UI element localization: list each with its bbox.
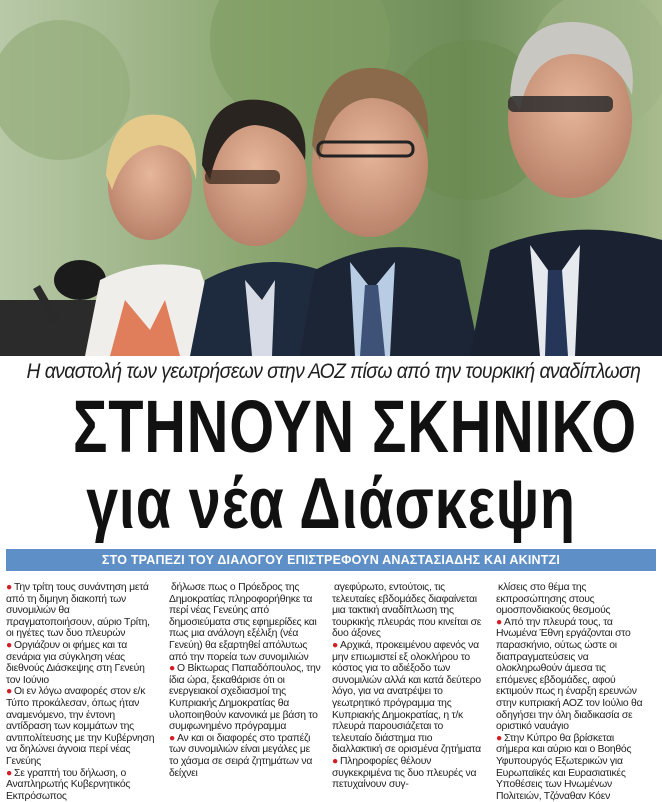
- paragraph: δήλωσε πως ο Πρόεδρος της Δημοκρατίας πληροφορήθηκε τα περί νέας Γενεύης από δημοσιεύματα στις εφημερίδες και πως μια ανάλογη εξέλιξη (νέα Γενεύη) θα εξαρτηθεί απόλυτως από την πορεία των συνομιλιών: [169, 582, 321, 663]
- subheading-banner: ΣΤΟ ΤΡΑΠΕΖΙ ΤΟΥ ΔΙΑΛΟΓΟΥ ΕΠΙΣΤΡΕΦΟΥΝ ΑΝΑΣΤΑΣΙΑΔΗΣ ΚΑΙ ΑΚΙΝΤΖΙ: [6, 549, 656, 571]
- article-body: [6, 582, 656, 772]
- article-column-1: [6, 582, 158, 772]
- paragraph: ● Στην Κύπρο θα βρίσκεται σήμερα και αύριο και ο Βοηθός Υφυπουργός Εξωτερικών για Ευρωπαϊκές και Ευρασιατικές Υποθέσεις των Ηνωμένων Πολιτειών, Τζόναθαν Κόεν: [496, 733, 648, 802]
- paragraph: ● Οργιάζουν οι φήμες και τα σενάρια για σύγκληση νέας διεθνούς Διάσκεψης στη Γενεύη τον Ιούνιο: [6, 640, 158, 686]
- headline-line-2: για νέα Διάσκεψη: [66, 466, 596, 542]
- article-column-2: [169, 582, 321, 772]
- article-column-3: [332, 582, 484, 772]
- article-kicker: Η αναστολή των γεωτρήσεων στην ΑΟΖ πίσω από την τουρκική αναδίπλωση: [26, 357, 635, 387]
- paragraph: ● Ο Βίκτωρας Παπαδόπουλος, την ίδια ώρα, ξεκαθάρισε ότι οι ενεργειακοί σχεδιασμοί της Κυπριακής Δημοκρατίας θα υλοποιηθούν κανονικά με βάση το συμφωνημένο πρόγραμμα: [169, 663, 321, 733]
- paragraph: αγεφύρωτο, εντούτοις, τις τελευταίες εβδομάδες διαφαίνεται μια τακτική αναδίπλωση της τουρκικής πλευράς που κινείται σε δυο άξονες: [332, 582, 484, 640]
- press-photo: [0, 0, 662, 356]
- paragraph: ● Πληροφορίες θέλουν συγκεκριμένα τις δυο πλευρές να πετυχαίνουν συγ-: [332, 756, 484, 791]
- press-photo-icon: [0, 0, 662, 356]
- article-column-4: [496, 582, 648, 772]
- paragraph: ● Σε γραπτή του δήλωση, ο Αναπληρωτής Κυβερνητικός Εκπρόσωπος: [6, 768, 158, 802]
- paragraph: ● Από την πλευρά τους, τα Ηνωμένα Έθνη εργάζονται στο παρασκήνιο, ούτως ώστε οι διαπραγματεύσεις να ολοκληρωθούν άμεσα τις επόμενες εβδομάδες, αφού εκτιμούν πως η έναρξη ερευνών στην κυπριακή ΑΟΖ τον Ιούλιο θα οδηγήσει την όλη διαδικασία σε οριστικό ναυάγιο: [496, 617, 648, 733]
- paragraph: ● Οι εν λόγω αναφορές στον ε/κ Τύπο προκάλεσαν, όπως ήταν αναμενόμενο, την έντονη αντίδραση των κομμάτων της αντιπολίτευσης με την Κυβέρνηση να δηλώνει άγνοια περί νέας Γενεύης: [6, 686, 158, 767]
- paragraph: ● Αν και οι διαφορές στο τραπέζι των συνομιλιών είναι μεγάλες με το χάσμα σε σειρά ζητημάτων να δείχνει: [169, 733, 321, 779]
- paragraph: ● Αρχικά, προκειμένου αφενός να μην επιωμιστεί εξ ολοκλήρου το κόστος για το αδιέξοδο των συνομιλιών αλλά και κατά δεύτερο λόγο, για να ανατρέψει το γεωτρητικό πρόγραμμα της Κυπριακής Δημοκρατίας, η τ/κ πλευρά παρουσιάζεται το τελευταίο διάστημα πιο διαλλακτική σε ορισμένα ζητήματα: [332, 640, 484, 756]
- paragraph: ● Την τρίτη τους συνάντηση μετά από τη διμηνη διακοπή των συνομιλιών θα πραγματοποιήσουν, αύριο Τρίτη, οι ηγέτες των δυο πλευρών: [6, 582, 158, 640]
- headline-line-1: ΣΤΗΝΟΥΝ ΣΚΗΝΙΚΟ: [73, 388, 589, 466]
- paragraph: κλίσεις στο θέμα της εκπροσώπησης στους ομοσπονδιακούς θεσμούς: [496, 582, 648, 617]
